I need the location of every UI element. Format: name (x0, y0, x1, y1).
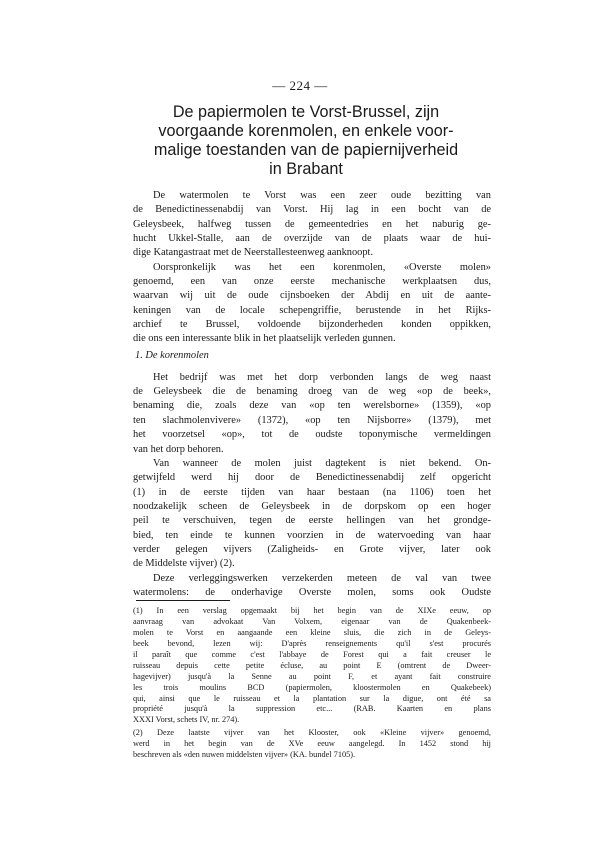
footnote (133, 606, 491, 726)
paragraph (133, 371, 491, 457)
text-line: verder gelegen vijvers (Zaligheids- en Grote vijver, later ook (133, 543, 491, 555)
paragraph (133, 457, 491, 572)
text-line: de Middelste vijver) (2). (133, 558, 235, 570)
text-line: Het bedrijf was met het dorp verbonden langs de weg naast (153, 371, 491, 383)
text-line: die ons een interessante blik in het plaatselijk verleden gunnen. (133, 333, 396, 345)
text-line: benaming die, zoals deze van «op ten werelsborne» (1359), «op (133, 400, 491, 412)
footnote-line: qui, ainsi que le ruisseau et la plantation sur la digue, ont été sa (133, 693, 491, 703)
article-title (136, 103, 476, 179)
footnote-line: il paraît que comme c'est l'abbaye de Forest qui a fait creuser le (133, 649, 491, 659)
paragraph (133, 261, 491, 347)
footnotes (133, 606, 491, 761)
title-line: in Brabant (269, 160, 343, 178)
text-line: genoemd, een van onze eerste mechanische werkplaatsen dus, (133, 276, 491, 288)
footnote-line: les trois moulins BCD (papiermolen, kloostermolen en Quakebeek) (133, 682, 491, 692)
footnote-line: (2) Deze laatste vijver van het Klooster, ook «Kleine vijver» genoemd, (133, 728, 491, 738)
footnote-line: aanvraag van advokaat Van Volxem, eigenaar van de Quakenbeek- (133, 616, 491, 626)
text-line: Deze verleggingswerken verzekerden meteen de val van twee (153, 572, 491, 584)
title-line: voorgaande korenmolen, en enkele voor- (158, 122, 454, 140)
article-body (133, 189, 491, 600)
title-line: De papiermolen te Vorst-Brussel, zijn (172, 103, 440, 121)
text-line: noodzakelijk scheen de Geleysbeek in de dorpskom op een hoger (133, 500, 491, 512)
text-line: van het dorp behoren. (133, 443, 224, 455)
page-number: — 224 — (272, 78, 328, 93)
footnote-line: XXXI Vorst, schets IV, nr. 274). (133, 715, 240, 725)
footnote-line: werd in het begin van de XVe eeuw aangelegd. In 1452 stond hij (133, 739, 491, 749)
text-line: archief te Brussel, voldoende bijzonderheden konden oppikken, (133, 319, 491, 331)
text-line: keningen van de locale schepengriffie, berustende in het Rijks- (133, 304, 491, 316)
section-heading: 1. De korenmolen (135, 349, 209, 361)
text-line: peil te verschuiven, tegen de eerste hellingen van het grondge- (133, 515, 491, 527)
text-line: het voorzetsel «op», tot de oudste toponymische vermeldingen (133, 429, 491, 441)
text-line: De watermolen te Vorst was een zeer oude bezitting van (153, 190, 491, 201)
title-line: malige toestanden van de papiernijverheid (153, 141, 459, 159)
text-line: ten slachmolenvivere» (1372), «op ten Nijsborre» (1379), met (133, 414, 491, 426)
text-line: watermolens: de onderhavige Overste molen, soms ook Oudste (133, 586, 491, 598)
footnote-line: propriété jusqu'à la suppression etc... (RAB. Kaarten en plans (133, 704, 491, 714)
footnote-line: beschreven als «den nuwen middelsten vijver» (KA. bundel 7105). (133, 750, 356, 760)
text-line: Van wanneer de molen juist dagtekent is niet bekend. On- (153, 457, 491, 469)
text-line: hucht Ukkel-Stalle, aan de overzijde van de plaats waar de hui- (133, 233, 491, 245)
text-line: getwijfeld werd hij door de Benedictinessenabdij zelf opgericht (133, 472, 491, 484)
text-line: (1) in de eerste tijden van haar bestaan (na 1106) toen het (133, 486, 491, 498)
footnote-line: beek bevond, lezen wij: D'après renseignements qu'il s'est procurés (133, 638, 491, 648)
text-line: Geleysbeek, halfweg tussen de gemeentedries en het naburig ge- (133, 218, 491, 230)
paragraph (133, 572, 491, 601)
text-line: Oorspronkelijk was het een korenmolen, «Overste molen» (153, 261, 491, 273)
text-line: waarvan wij uit de oude cijnsboeken der Abdij en uit de aante- (133, 290, 491, 302)
footnote-line: molen te Vorst en aangaande een kleine sluis, die zich in de Geleys- (133, 627, 491, 637)
footnote-line: hagevijver) jusqu'à la Senne au point F, et ayant fait construire (133, 671, 491, 681)
footnote (133, 728, 491, 761)
text-line: bied, ten einde te kunnen voorzien in de watervoeding van haar (133, 529, 491, 541)
footnote-divider (136, 600, 230, 601)
text-line: de Geleysbeek die de benaming droeg van de weg «op de beek», (133, 386, 491, 398)
footnote-line: (1) In een verslag opgemaakt bij het begin van de XIXe eeuw, op (133, 606, 491, 615)
paragraph (133, 189, 491, 261)
text-line: de Benedictinessenabdij van Vorst. Hij lag in een bocht van de (133, 204, 491, 216)
text-line: dige Katangastraat met de Neerstallesteenweg aanknoopt. (133, 247, 374, 259)
footnote-line: ruisseau depuis cette petite écluse, au point E (omtrent de Dweer- (133, 660, 491, 670)
